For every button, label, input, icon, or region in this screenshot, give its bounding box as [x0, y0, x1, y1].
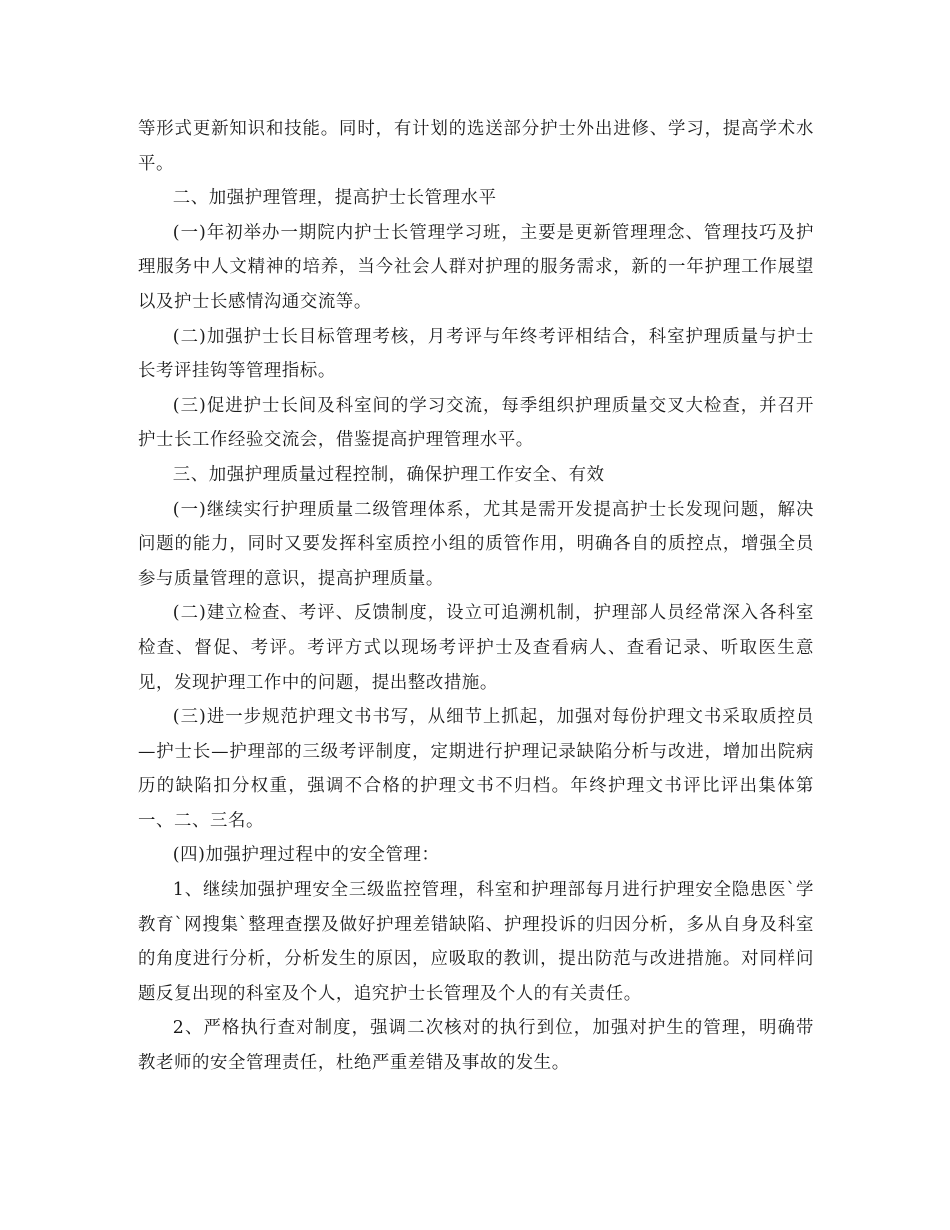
document-body — [138, 112, 814, 1081]
paragraph-2-3: (三)促进护士长间及科室间的学习交流，每季组织护理质量交叉大检查，并召开护士长工作经验交流会，借鉴提高护理管理水平。 — [138, 395, 814, 451]
paragraph-2-1: (一)年初举办一期院内护士长管理学习班，主要是更新管理理念、管理技巧及护理服务中人文精神的培养，当今社会人群对护理的服务需求，新的一年护理工作展望以及护士长感情沟通交流等。 — [138, 222, 814, 312]
paragraph-3-4-heading: (四)加强护理过程中的安全管理： — [172, 845, 440, 866]
paragraph-3-1: (一)继续实行护理质量二级管理体系，尤其是需开发提高护士长发现问题，解决问题的能力，同时又要发挥科室质控小组的质管作用，明确各自的质控点，增强全员参与质量管理的意识，提高护理质量。 — [138, 499, 814, 589]
paragraph-3-3: (三)进一步规范护理文书书写，从细节上抓起，加强对每份护理文书采取质控员—护士长—护理部的三级考评制度，定期进行护理记录缺陷分析与改进，增加出院病历的缺陷扣分权重，强调不合格的护理文书不归档。年终护理文书评比评出集体第一、二、三名。 — [138, 707, 814, 831]
paragraph-3-4-item-1: 1、继续加强护理安全三级监控管理，科室和护理部每月进行护理安全隐患医`学教育`网搜集`整理查摆及做好护理差错缺陷、护理投诉的归因分析，多从自身及科室的角度进行分析，分析发生的原因，应吸取的教训，提出防范与改进措施。对同样问题反复出现的科室及个人，追究护士长管理及个人的有关责任。 — [138, 880, 814, 1004]
paragraph-continuation: 等形式更新知识和技能。同时，有计划的选送部分护士外出进修、学习，提高学术水平。 — [138, 119, 814, 174]
section-heading-2: 二、加强护理管理，提高护士长管理水平 — [172, 188, 497, 209]
paragraph-2-2: (二)加强护士长目标管理考核，月考评与年终考评相结合，科室护理质量与护士长考评挂钩等管理指标。 — [138, 326, 814, 382]
section-heading-3: 三、加强护理质量过程控制，确保护理工作安全、有效 — [172, 464, 605, 485]
paragraph-3-4-item-2: 2、严格执行查对制度，强调二次核对的执行到位，加强对护生的管理，明确带教老师的安全管理责任，杜绝严重差错及事故的发生。 — [138, 1018, 814, 1074]
paragraph-3-2: (二)建立检查、考评、反馈制度，设立可追溯机制，护理部人员经常深入各科室检查、督促、考评。考评方式以现场考评护士及查看病人、查看记录、听取医生意见，发现护理工作中的问题，提出整改措施。 — [138, 603, 814, 693]
